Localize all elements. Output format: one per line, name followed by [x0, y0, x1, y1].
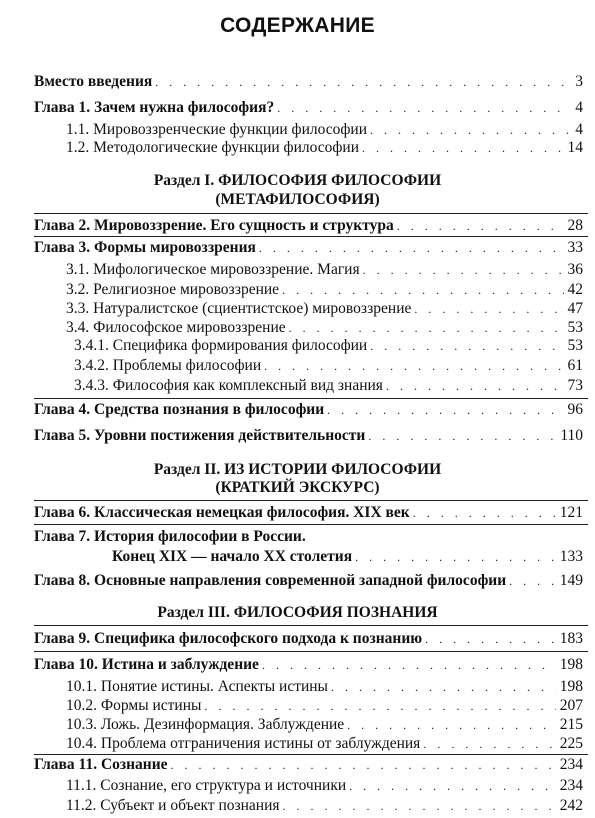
leader-dots	[509, 573, 556, 590]
toc-entry-chapter-5[interactable]	[34, 424, 583, 445]
leader-dots	[397, 218, 564, 235]
toc-entry-page: 42	[567, 281, 583, 298]
toc-entry-label: 10.4. Проблема отграничения истины от заблуждения	[66, 735, 421, 752]
toc-entry-10-1[interactable]	[66, 675, 583, 696]
section-heading-2: Раздел II. ИЗ ИСТОРИИ ФИЛОСОФИИ	[153, 461, 442, 478]
section-heading-2-sub: (КРАТКИЙ ЭКСКУРС)	[215, 479, 380, 496]
toc-entry-3-1[interactable]	[66, 258, 583, 279]
toc-entry-label: 3.4.3. Философия как комплексный вид знания	[74, 377, 383, 394]
leader-dots	[283, 798, 556, 815]
leader-dots	[349, 778, 556, 795]
leader-dots	[264, 358, 563, 375]
section-heading-1-sub: (МЕТАФИЛОСОФИЯ)	[215, 191, 380, 208]
toc-entry-label: 3.4.1. Специфика формирования философии	[74, 337, 368, 354]
toc-entry-label: Конец XIX — начало XX столетия	[112, 548, 353, 565]
toc-entry-label: Глава 10. Истина и заблуждение	[34, 656, 259, 673]
toc-entry-page: 36	[567, 261, 583, 278]
toc-entry-page: 198	[559, 678, 583, 695]
toc-entry-page: 234	[559, 777, 583, 794]
leader-dots	[370, 338, 563, 355]
toc-entry-label: 1.2. Методологические функции философии	[66, 139, 360, 156]
toc-entry-3-2[interactable]	[66, 278, 583, 299]
leader-dots	[362, 140, 563, 157]
leader-dots	[262, 657, 556, 674]
toc-entry-label: Глава 5. Уровни постижения действительности	[34, 427, 366, 444]
toc-entry-page: 96	[567, 401, 583, 418]
toc-entry-label: Глава 8. Основные направления современной западной философии	[34, 572, 507, 589]
toc-entry-label: Вместо введения	[34, 73, 153, 90]
toc-entry-page: 234	[559, 756, 583, 773]
toc-entry-label: Глава 1. Зачем нужна философия?	[34, 99, 275, 116]
toc-entry-label: 3.1. Мифологическое мировоззрение. Магия	[66, 261, 360, 278]
toc-entry-page: 28	[567, 217, 583, 234]
toc-entry-page: 53	[567, 319, 583, 336]
toc-entry-label: 10.3. Ложь. Дезинформация. Заблуждение	[66, 716, 345, 733]
toc-entry-label: 10.1. Понятие истины. Аспекты истины	[66, 678, 328, 695]
leader-dots	[386, 378, 564, 395]
toc-entry-page: 149	[559, 572, 583, 589]
toc-entry-page: 4	[575, 99, 583, 116]
toc-entry-page: 183	[559, 630, 583, 647]
divider	[34, 651, 588, 652]
toc-entry-chapter-7-cont[interactable]	[112, 545, 583, 566]
toc-entry-intro[interactable]	[34, 70, 583, 91]
page-title: СОДЕРЖАНИЕ	[220, 14, 375, 37]
divider	[34, 625, 588, 626]
leader-dots	[355, 549, 556, 566]
toc-entry-label: Глава 11. Сознание	[34, 756, 168, 773]
toc-entry-label: 3.3. Натуралистское (сциентистское) мировоззрение	[66, 300, 412, 317]
toc-entry-10-2[interactable]	[66, 694, 583, 715]
toc-entry-label: Глава 3. Формы мировоззрения	[34, 239, 256, 256]
toc-entry-label: 11.2. Субъект и объект познания	[66, 797, 280, 814]
leader-dots	[423, 736, 555, 753]
toc-entry-label: 10.2. Формы истины	[66, 697, 202, 714]
toc-entry-label: 3.4. Философское мировоззрение	[66, 319, 286, 336]
toc-entry-chapter-6[interactable]	[34, 501, 583, 522]
toc-entry-page: 73	[567, 377, 583, 394]
toc-entry-label: Глава 2. Мировоззрение. Его сущность и структура	[34, 217, 394, 234]
toc-entry-label: 1.1. Мировоззренческие функции философии	[66, 121, 368, 138]
toc-entry-chapter-3[interactable]	[34, 236, 583, 257]
toc-entry-chapter-9[interactable]	[34, 627, 583, 648]
toc-entry-chapter-4[interactable]	[34, 398, 583, 419]
toc-entry-3-4-3[interactable]	[74, 374, 583, 395]
toc-entry-page: 3	[575, 73, 583, 90]
toc-entry-page: 14	[567, 139, 583, 156]
toc-entry-1-2[interactable]	[66, 136, 583, 157]
toc-entry-3-3[interactable]	[66, 297, 583, 318]
toc-entry-chapter-8[interactable]	[34, 569, 583, 590]
leader-dots	[413, 505, 556, 522]
toc-entry-chapter-11[interactable]	[34, 753, 583, 774]
leader-dots	[327, 402, 563, 419]
toc-entry-page: 61	[567, 357, 583, 374]
toc-entry-page: 121	[559, 504, 583, 521]
divider	[34, 524, 588, 525]
toc-entry-page: 33	[567, 239, 583, 256]
section-heading-3: Раздел III. ФИЛОСОФИЯ ПОЗНАНИЯ	[157, 604, 438, 621]
toc-entry-3-4-1[interactable]	[74, 334, 583, 355]
toc-entry-chapter-7[interactable]: Глава 7. История философии в России.	[34, 528, 306, 545]
toc-entry-page: 47	[567, 300, 583, 317]
leader-dots	[368, 428, 556, 445]
leader-dots	[171, 757, 556, 774]
toc-entry-10-4[interactable]	[66, 732, 583, 753]
toc-entry-chapter-10[interactable]	[34, 653, 583, 674]
toc-entry-page: 53	[567, 337, 583, 354]
toc-entry-chapter-1[interactable]	[34, 96, 583, 117]
toc-entry-chapter-2[interactable]	[34, 214, 583, 235]
toc-entry-label: 11.1. Сознание, его структура и источники	[66, 777, 347, 794]
leader-dots	[155, 74, 571, 91]
toc-entry-page: 207	[559, 697, 583, 714]
toc-entry-label: Глава 9. Специфика философского подхода к познанию	[34, 630, 423, 647]
leader-dots	[277, 100, 571, 117]
toc-entry-11-1[interactable]	[66, 774, 583, 795]
toc-entry-page: 242	[559, 797, 583, 814]
leader-dots	[259, 240, 564, 257]
toc-entry-3-4-2[interactable]	[74, 354, 583, 375]
toc-entry-label: 3.4.2. Проблемы философии	[74, 357, 262, 374]
toc-entry-page: 225	[559, 735, 583, 752]
section-heading-1: Раздел I. ФИЛОСОФИЯ ФИЛОСОФИИ	[153, 172, 442, 189]
toc-entry-label: Глава 6. Классическая немецкая философия. XIX век	[34, 504, 410, 521]
leader-dots	[425, 631, 556, 648]
toc-entry-10-3[interactable]	[66, 713, 583, 734]
leader-dots	[363, 262, 564, 279]
toc-entry-page: 215	[559, 716, 583, 733]
toc-entry-page: 110	[560, 427, 583, 444]
toc-entry-page: 198	[559, 656, 583, 673]
toc-entry-11-2[interactable]	[66, 794, 583, 815]
toc-entry-page: 133	[559, 548, 583, 565]
toc-entry-label: Глава 4. Средства познания в философии	[34, 401, 325, 418]
toc-entry-label: 3.2. Религиозное мировоззрение	[66, 281, 280, 298]
toc-entry-page: 4	[575, 121, 583, 138]
